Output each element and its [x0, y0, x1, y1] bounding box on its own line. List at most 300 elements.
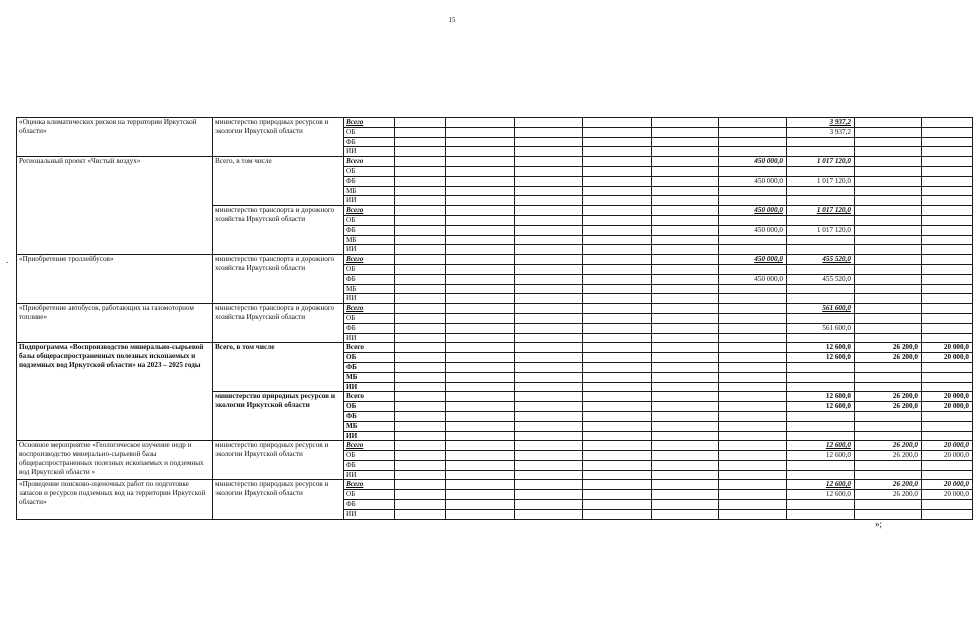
amount-cell — [583, 411, 652, 421]
funding-source-cell: ИИ — [344, 245, 395, 255]
amount-cell — [719, 118, 787, 128]
amount-cell — [855, 255, 922, 265]
amount-cell — [395, 382, 446, 392]
funding-source-cell: ИИ — [344, 333, 395, 343]
amount-cell — [395, 294, 446, 304]
amount-cell — [515, 480, 583, 490]
funding-source-cell: ОБ — [344, 313, 395, 323]
amount-cell — [787, 264, 855, 274]
amount-cell — [922, 245, 973, 255]
amount-cell — [719, 313, 787, 323]
amount-cell — [652, 255, 719, 265]
amount-cell — [855, 500, 922, 510]
amount-cell — [515, 264, 583, 274]
amount-cell — [922, 500, 973, 510]
amount-cell — [855, 431, 922, 441]
amount-cell — [787, 411, 855, 421]
funding-source-cell: Всего — [344, 118, 395, 128]
amount-cell — [583, 255, 652, 265]
amount-cell — [922, 411, 973, 421]
amount-cell — [515, 441, 583, 451]
amount-cell — [395, 264, 446, 274]
activity-name-cell: Региональный проект «Чистый воздух» — [17, 157, 213, 255]
amount-cell — [583, 176, 652, 186]
amount-cell — [583, 166, 652, 176]
amount-cell — [652, 304, 719, 314]
amount-cell — [395, 343, 446, 353]
amount-cell — [855, 313, 922, 323]
amount-cell — [446, 402, 515, 412]
amount-cell — [583, 313, 652, 323]
funding-source-cell: Всего — [344, 343, 395, 353]
amount-cell — [395, 118, 446, 128]
amount-cell — [922, 264, 973, 274]
amount-cell — [395, 460, 446, 470]
amount-cell — [583, 343, 652, 353]
amount-cell — [446, 343, 515, 353]
amount-cell — [719, 304, 787, 314]
amount-cell — [922, 118, 973, 128]
amount-cell — [652, 451, 719, 461]
amount-cell — [446, 264, 515, 274]
amount-cell — [583, 500, 652, 510]
amount-cell — [583, 264, 652, 274]
amount-cell — [583, 333, 652, 343]
amount-cell — [652, 284, 719, 294]
amount-cell — [922, 362, 973, 372]
amount-cell — [719, 245, 787, 255]
executor-cell: министерство природных ресурсов и экологии Иркутской области — [213, 480, 344, 519]
amount-cell — [515, 235, 583, 245]
amount-cell: 26 200,0 — [855, 392, 922, 402]
amount-cell — [652, 421, 719, 431]
amount-cell: 12 600,0 — [787, 480, 855, 490]
amount-cell — [446, 245, 515, 255]
amount-cell — [652, 176, 719, 186]
amount-cell: 1 017 120,0 — [787, 176, 855, 186]
amount-cell — [652, 372, 719, 382]
amount-cell — [395, 313, 446, 323]
funding-source-cell: Всего — [344, 441, 395, 451]
amount-cell — [515, 127, 583, 137]
amount-cell — [719, 294, 787, 304]
funding-source-cell: ИИ — [344, 196, 395, 206]
amount-cell — [652, 166, 719, 176]
amount-cell — [855, 460, 922, 470]
amount-cell — [515, 245, 583, 255]
amount-cell — [922, 382, 973, 392]
amount-cell — [787, 509, 855, 519]
amount-cell — [787, 137, 855, 147]
amount-cell: 20 000,0 — [922, 402, 973, 412]
amount-cell — [395, 176, 446, 186]
amount-cell — [583, 480, 652, 490]
amount-cell: 1 017 120,0 — [787, 157, 855, 167]
amount-cell — [719, 500, 787, 510]
table-row — [17, 118, 973, 128]
amount-cell — [652, 392, 719, 402]
amount-cell — [719, 431, 787, 441]
amount-cell — [719, 392, 787, 402]
amount-cell — [652, 206, 719, 216]
funding-source-cell: ОБ — [344, 402, 395, 412]
activity-name-cell: «Оценка климатических рисков на территории Иркутской области» — [17, 118, 213, 157]
budget-table-body — [17, 118, 973, 520]
funding-source-cell: ФБ — [344, 225, 395, 235]
amount-cell — [395, 196, 446, 206]
amount-cell — [446, 255, 515, 265]
amount-cell — [515, 421, 583, 431]
amount-cell — [395, 284, 446, 294]
amount-cell — [652, 294, 719, 304]
amount-cell — [922, 323, 973, 333]
amount-cell — [446, 451, 515, 461]
amount-cell — [446, 382, 515, 392]
amount-cell — [583, 460, 652, 470]
amount-cell — [719, 411, 787, 421]
amount-cell — [922, 421, 973, 431]
funding-source-cell: ФБ — [344, 411, 395, 421]
funding-source-cell: МБ — [344, 284, 395, 294]
amount-cell — [719, 215, 787, 225]
amount-cell — [446, 196, 515, 206]
amount-cell — [515, 382, 583, 392]
table-row — [17, 343, 973, 353]
amount-cell — [446, 372, 515, 382]
table-row — [17, 255, 973, 265]
amount-cell — [446, 118, 515, 128]
amount-cell — [719, 235, 787, 245]
amount-cell — [395, 235, 446, 245]
amount-cell — [583, 382, 652, 392]
executor-cell: министерство природных ресурсов и экологии Иркутской области — [213, 392, 344, 441]
executor-cell: Всего, в том числе — [213, 343, 344, 392]
amount-cell — [446, 509, 515, 519]
amount-cell: 26 200,0 — [855, 343, 922, 353]
amount-cell — [515, 255, 583, 265]
amount-cell — [855, 235, 922, 245]
amount-cell: 450 000,0 — [719, 225, 787, 235]
amount-cell — [395, 166, 446, 176]
amount-cell — [583, 509, 652, 519]
amount-cell — [395, 225, 446, 235]
funding-source-cell: ФБ — [344, 362, 395, 372]
amount-cell — [395, 323, 446, 333]
amount-cell — [855, 127, 922, 137]
amount-cell — [652, 382, 719, 392]
amount-cell — [719, 323, 787, 333]
amount-cell: 12 600,0 — [787, 490, 855, 500]
amount-cell — [515, 353, 583, 363]
table-row — [17, 480, 973, 490]
amount-cell: 3 937,2 — [787, 127, 855, 137]
amount-cell — [787, 333, 855, 343]
amount-cell — [922, 196, 973, 206]
amount-cell — [446, 284, 515, 294]
amount-cell — [922, 333, 973, 343]
amount-cell — [652, 235, 719, 245]
amount-cell — [719, 353, 787, 363]
amount-cell — [446, 362, 515, 372]
amount-cell — [583, 274, 652, 284]
amount-cell — [855, 264, 922, 274]
amount-cell — [719, 284, 787, 294]
amount-cell — [583, 392, 652, 402]
amount-cell — [652, 353, 719, 363]
amount-cell — [395, 147, 446, 157]
amount-cell — [719, 509, 787, 519]
funding-source-cell: ФБ — [344, 323, 395, 333]
amount-cell — [652, 196, 719, 206]
amount-cell — [515, 157, 583, 167]
amount-cell — [719, 451, 787, 461]
amount-cell: 455 520,0 — [787, 274, 855, 284]
amount-cell — [395, 186, 446, 196]
amount-cell — [652, 441, 719, 451]
amount-cell — [855, 421, 922, 431]
amount-cell — [787, 431, 855, 441]
amount-cell — [855, 333, 922, 343]
amount-cell — [855, 118, 922, 128]
amount-cell — [395, 431, 446, 441]
table-row — [17, 304, 973, 314]
amount-cell — [787, 284, 855, 294]
amount-cell — [855, 157, 922, 167]
amount-cell — [515, 402, 583, 412]
amount-cell — [515, 313, 583, 323]
amount-cell: 26 200,0 — [855, 490, 922, 500]
amount-cell — [515, 186, 583, 196]
amount-cell — [922, 431, 973, 441]
amount-cell — [787, 166, 855, 176]
amount-cell — [515, 490, 583, 500]
amount-cell — [922, 215, 973, 225]
amount-cell — [446, 157, 515, 167]
executor-cell: министерство природных ресурсов и экологии Иркутской области — [213, 441, 344, 480]
amount-cell — [652, 470, 719, 480]
amount-cell — [446, 431, 515, 441]
amount-cell — [446, 186, 515, 196]
amount-cell — [652, 147, 719, 157]
amount-cell — [515, 225, 583, 235]
amount-cell — [395, 402, 446, 412]
amount-cell — [787, 196, 855, 206]
amount-cell — [446, 274, 515, 284]
funding-source-cell: МБ — [344, 186, 395, 196]
amount-cell: 12 600,0 — [787, 402, 855, 412]
amount-cell — [922, 225, 973, 235]
amount-cell: 450 000,0 — [719, 157, 787, 167]
amount-cell: 450 000,0 — [719, 274, 787, 284]
amount-cell — [719, 186, 787, 196]
amount-cell — [719, 470, 787, 480]
amount-cell — [652, 509, 719, 519]
amount-cell: 20 000,0 — [922, 480, 973, 490]
amount-cell — [787, 382, 855, 392]
amount-cell — [583, 118, 652, 128]
amount-cell — [583, 284, 652, 294]
funding-source-cell: ОБ — [344, 490, 395, 500]
funding-source-cell: ОБ — [344, 451, 395, 461]
amount-cell — [922, 176, 973, 186]
amount-cell — [446, 411, 515, 421]
amount-cell — [855, 362, 922, 372]
amount-cell — [583, 196, 652, 206]
amount-cell: 20 000,0 — [922, 392, 973, 402]
amount-cell — [446, 323, 515, 333]
amount-cell — [719, 333, 787, 343]
amount-cell — [855, 225, 922, 235]
amount-cell — [583, 127, 652, 137]
amount-cell — [719, 460, 787, 470]
amount-cell — [583, 206, 652, 216]
amount-cell — [515, 343, 583, 353]
amount-cell — [583, 186, 652, 196]
amount-cell — [583, 490, 652, 500]
amount-cell — [583, 470, 652, 480]
amount-cell — [787, 215, 855, 225]
amount-cell — [515, 451, 583, 461]
table-row — [17, 157, 973, 167]
amount-cell — [515, 460, 583, 470]
amount-cell — [855, 166, 922, 176]
amount-cell — [395, 206, 446, 216]
funding-source-cell: Всего — [344, 480, 395, 490]
amount-cell — [515, 431, 583, 441]
amount-cell — [855, 411, 922, 421]
amount-cell — [395, 490, 446, 500]
amount-cell — [395, 333, 446, 343]
amount-cell: 12 600,0 — [787, 451, 855, 461]
amount-cell — [922, 127, 973, 137]
amount-cell — [922, 284, 973, 294]
amount-cell — [515, 274, 583, 284]
amount-cell — [583, 235, 652, 245]
amount-cell: 26 200,0 — [855, 402, 922, 412]
funding-source-cell: МБ — [344, 235, 395, 245]
amount-cell — [922, 186, 973, 196]
amount-cell — [652, 186, 719, 196]
amount-cell — [855, 137, 922, 147]
amount-cell — [787, 245, 855, 255]
amount-cell — [652, 490, 719, 500]
amount-cell — [583, 353, 652, 363]
amount-cell — [395, 372, 446, 382]
amount-cell — [855, 323, 922, 333]
amount-cell — [515, 294, 583, 304]
amount-cell — [855, 294, 922, 304]
table-row — [17, 441, 973, 451]
amount-cell — [395, 451, 446, 461]
amount-cell — [446, 215, 515, 225]
amount-cell — [922, 255, 973, 265]
amount-cell — [855, 215, 922, 225]
funding-source-cell: ИИ — [344, 294, 395, 304]
amount-cell — [719, 441, 787, 451]
amount-cell — [395, 392, 446, 402]
budget-table — [16, 117, 973, 520]
amount-cell — [583, 441, 652, 451]
amount-cell — [515, 215, 583, 225]
amount-cell — [719, 421, 787, 431]
amount-cell — [855, 284, 922, 294]
amount-cell — [855, 274, 922, 284]
amount-cell — [583, 215, 652, 225]
amount-cell — [652, 480, 719, 490]
amount-cell — [922, 470, 973, 480]
executor-cell: министерство транспорта и дорожного хозяйства Иркутской области — [213, 255, 344, 304]
amount-cell — [395, 157, 446, 167]
amount-cell: 20 000,0 — [922, 343, 973, 353]
amount-cell — [446, 235, 515, 245]
amount-cell — [515, 392, 583, 402]
amount-cell: 12 600,0 — [787, 441, 855, 451]
amount-cell — [719, 127, 787, 137]
amount-cell — [855, 196, 922, 206]
amount-cell — [515, 284, 583, 294]
amount-cell — [719, 480, 787, 490]
amount-cell — [652, 137, 719, 147]
amount-cell — [855, 206, 922, 216]
amount-cell — [652, 343, 719, 353]
funding-source-cell: МБ — [344, 421, 395, 431]
amount-cell — [583, 372, 652, 382]
amount-cell — [395, 480, 446, 490]
funding-source-cell: ОБ — [344, 127, 395, 137]
amount-cell — [446, 333, 515, 343]
amount-cell — [719, 343, 787, 353]
amount-cell — [652, 245, 719, 255]
amount-cell: 26 200,0 — [855, 441, 922, 451]
amount-cell — [515, 411, 583, 421]
funding-source-cell: ОБ — [344, 215, 395, 225]
amount-cell — [787, 235, 855, 245]
amount-cell: 1 017 120,0 — [787, 225, 855, 235]
amount-cell — [922, 294, 973, 304]
amount-cell — [922, 304, 973, 314]
closing-quote-mark: »; — [875, 519, 883, 529]
amount-cell — [922, 372, 973, 382]
funding-source-cell: Всего — [344, 304, 395, 314]
amount-cell — [515, 166, 583, 176]
amount-cell — [515, 333, 583, 343]
funding-source-cell: ФБ — [344, 460, 395, 470]
amount-cell — [446, 470, 515, 480]
funding-source-cell: ФБ — [344, 176, 395, 186]
amount-cell — [922, 147, 973, 157]
amount-cell — [395, 500, 446, 510]
amount-cell — [446, 206, 515, 216]
activity-name-cell: Основное мероприятие «Геологическое изучение недр и воспроизводство минерально-сырьевой базы общераспространенных полезных ископаемых и подземных вод Иркутской области » — [17, 441, 213, 480]
amount-cell — [719, 402, 787, 412]
amount-cell — [855, 186, 922, 196]
amount-cell — [583, 147, 652, 157]
amount-cell — [583, 431, 652, 441]
amount-cell — [855, 176, 922, 186]
amount-cell — [855, 509, 922, 519]
activity-name-cell: Подпрограмма «Воспроизводство минерально-сырьевой базы общераспространенных полезных ископаемых и подземных вод Иркутской области» на 2023 – 2025 годы — [17, 343, 213, 441]
amount-cell — [446, 421, 515, 431]
amount-cell — [787, 294, 855, 304]
amount-cell — [922, 166, 973, 176]
amount-cell — [446, 127, 515, 137]
amount-cell: 26 200,0 — [855, 480, 922, 490]
amount-cell — [395, 304, 446, 314]
amount-cell — [446, 313, 515, 323]
amount-cell — [652, 157, 719, 167]
amount-cell — [719, 147, 787, 157]
amount-cell — [515, 509, 583, 519]
